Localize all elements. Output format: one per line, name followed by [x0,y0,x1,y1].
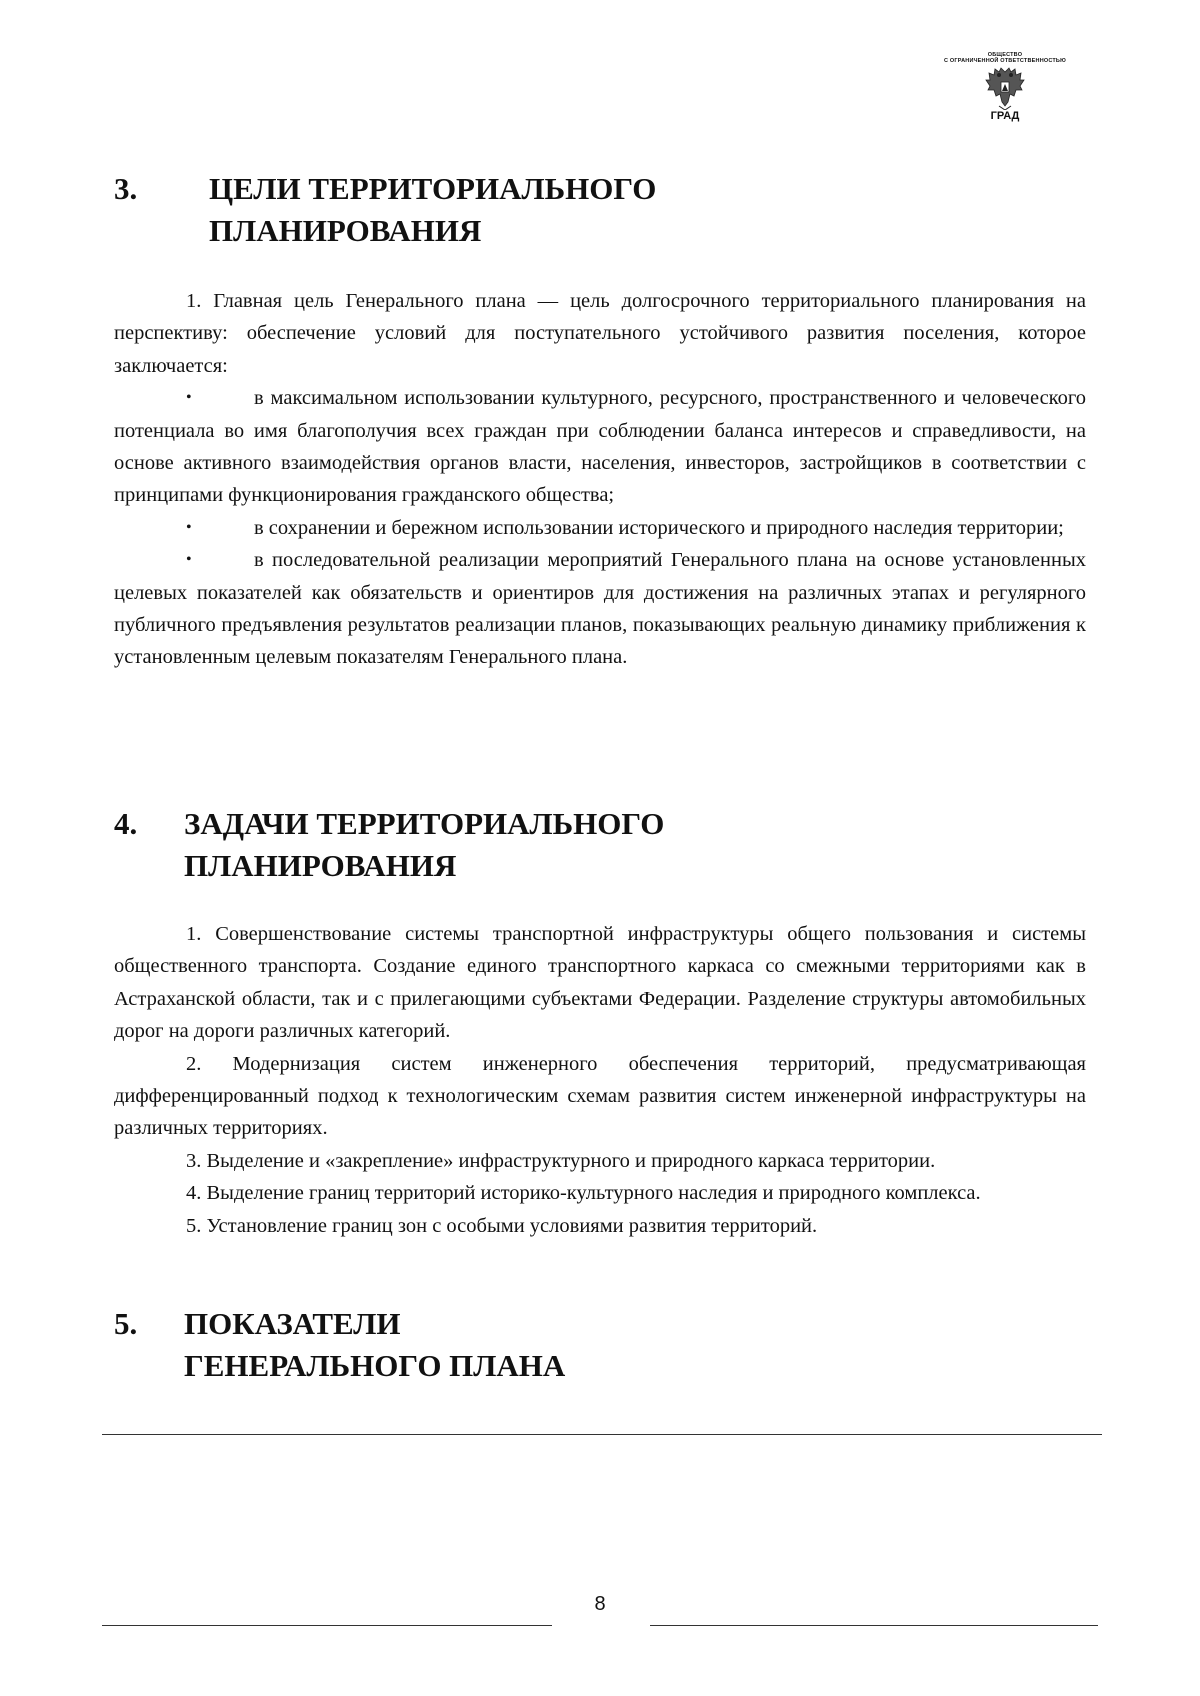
logo-org-line1: ОБЩЕСТВО [987,52,1023,58]
section-5-title-line2: ГЕНЕРАЛЬНОГО ПЛАНА [184,1348,566,1383]
section-3-number: 3. [114,171,138,206]
logo-company-name: ГРАД [990,110,1020,122]
section-3-intro: 1. Главная цель Генерального плана — цель долгосрочного территориального планирования на перспективу: обеспечение условий для поступательного устойчивого развития поселения, которое заключается: [114,290,1086,377]
section-5-number: 5. [114,1306,138,1341]
section-4-title-line2: ПЛАНИРОВАНИЯ [184,848,457,883]
bullet-text: в максимальном использовании культурного, ресурсного, пространственного и человеческого потенциала во имя благополучия всех граждан при соблюдении баланса интересов и справедливости, на основе активного взаимодействия органов власти, населения, инвесторов, застройщиков в соответствии с принципами функционирования гражданского общества; [114,387,1086,507]
company-logo [920,52,1090,140]
section-3-title-line2: ПЛАНИРОВАНИЯ [209,213,482,248]
section-4-title-line1: ЗАДАЧИ ТЕРРИТОРИАЛЬНОГО [184,806,665,841]
bullet-text: в сохранении и бережном использовании исторического и природного наследия территории; [254,516,1064,539]
section-5-title-line1: ПОКАЗАТЕЛИ [184,1306,401,1341]
list-item [114,382,1086,512]
section-4-number: 4. [114,806,138,841]
double-headed-eagle-icon [985,66,1025,110]
section-3-title-line1: ЦЕЛИ ТЕРРИТОРИАЛЬНОГО [209,171,657,206]
footer-rule-left [102,1625,552,1626]
section-3-title [209,168,909,252]
footer-rule-right [650,1625,1098,1626]
bullet-icon: • [186,518,192,536]
list-item [114,544,1086,674]
bullet-icon: • [186,389,192,407]
list-item: 1. Совершенствование системы транспортной инфраструктуры общего пользования и системы общественного транспорта. Создание единого транспортного каркаса со смежными территориями как в Астраханской области, так и с прилегающими субъектами Федерации. Разделение структуры автомобильных дорог на дороги различных категорий. [114,923,1086,1043]
section-4-title [184,803,884,887]
list-item [114,512,1086,544]
list-item: 5. Установление границ зон с особыми условиями развития территорий. [186,1214,818,1237]
section-4-body [114,918,1086,1242]
bullet-text: в последовательной реализации мероприятий Генерального плана на основе установленных целевых показателей как обязательств и ориентиров для достижения на различных этапах и регулярного публичного предъявления результатов реализации планов, показывающих реальную динамику приближения к установленным целевым показателям Генерального плана. [114,549,1086,669]
list-item: 3. Выделение и «закрепление» инфраструктурного и природного каркаса территории. [186,1149,936,1172]
section-5-title [184,1303,884,1387]
bullet-icon: • [186,551,192,569]
list-item: 2. Модернизация систем инженерного обеспечения территорий, предусматривающая дифференцированный подход к технологическим схемам развития систем инженерной инфраструктуры на различных территориях. [114,1052,1086,1140]
footer-divider [102,1434,1102,1435]
logo-org-line2: С ОГРАНИЧЕННОЙ ОТВЕТСТВЕННОСТЬЮ [944,58,1066,64]
list-item: 4. Выделение границ территорий историко-культурного наследия и природного комплекса. [186,1182,981,1205]
section-3-body [114,285,1086,674]
page-number: 8 [594,1593,606,1615]
